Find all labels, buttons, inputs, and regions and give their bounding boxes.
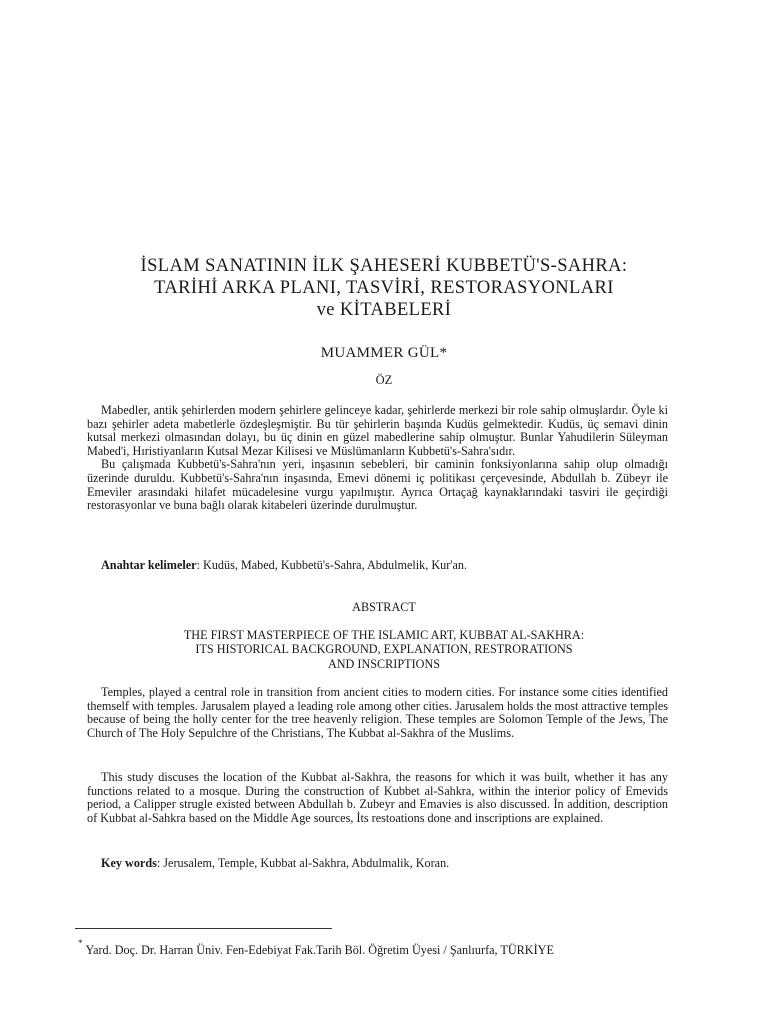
abstract-paragraph-2: This study discuses the location of the Kubbat al-Sakhra, the reasons for which it was built, whether it has any functions related to a mosque. During the construction of Kubbet al-Sahkra, within the interior policy of Emevids period, a Calipper strugle existed between Abdullah b. Zubeyr and Emavies is also discussed. İn addition, description of Kubbat al-Sahkra based on the Middle Age sources, İts restoations done and inscriptions are explained. <box>87 770 668 825</box>
footnote <box>78 938 554 958</box>
footnote-marker: * <box>78 938 83 948</box>
english-abstract-1 <box>87 686 668 740</box>
title-line-2: TARİHİ ARKA PLANI, TASVİRİ, RESTORASYONLARI <box>154 278 614 298</box>
abstract-paragraph-1: Temples, played a central role in transition from ancient cities to modern cities. For instance some cities identified themself with temples. Jarusalem played a leading role among other cities. Jarusalem holds the most attractive temples because of being the holly center for the tree heavenly religion. These temples are Solomon Temple of the Jews, The Church of The Holy Sepulchre of the Christians, The Kubbat al-Sakhra of the Muslims. <box>87 685 668 740</box>
english-keywords-list: : Jerusalem, Temple, Kubbat al-Sakhra, Abdulmalik, Koran. <box>156 856 450 870</box>
footnote-divider <box>75 928 332 929</box>
english-title-line-3: AND INSCRIPTIONS <box>327 656 441 671</box>
footnote-text: Yard. Doç. Dr. Harran Üniv. Fen-Edebiyat Fak.Tarih Böl. Öğretim Üyesi / Şanlıurfa, TÜRKİYE <box>85 943 554 958</box>
turkish-keywords-label: Anahtar kelimeler <box>101 558 197 572</box>
english-title-line-2: ITS HISTORICAL BACKGROUND, EXPLANATION, RESTRORATIONS <box>195 642 573 657</box>
title-line-3: ve KİTABELERİ <box>316 300 452 320</box>
abstract-heading: ABSTRACT <box>352 600 416 614</box>
paper-title <box>60 255 708 321</box>
english-title <box>0 628 768 671</box>
oz-heading: ÖZ <box>375 373 393 387</box>
turkish-keywords-list: : Kudüs, Mabed, Kubbetü's-Sahra, Abdulmelik, Kur'an. <box>196 558 468 572</box>
turkish-keywords <box>101 558 467 573</box>
oz-paragraph-2: Bu çalışmada Kubbetü's-Sahra'nın yeri, inşasının sebebleri, bir caminin fonksiyonlarına sahip olup olmadığı üzerinde duruldu. Kubbetü's-Sahra'nın inşasında, Emevi dönemi iç politikası çerçevesinde, Abdullah b. Zübeyr ile Emeviler arasındaki hilafet mücadelesine vurgu yapılmıştır. Ayrıca Ortaçağ kaynaklarındaki tasviri ile geçirdiği restorasyonlar ve buna bağlı olarak kitabeleri üzerinde durulmuştur. <box>87 457 668 513</box>
english-keywords <box>101 856 449 871</box>
english-keywords-label: Key words <box>101 856 157 870</box>
turkish-abstract <box>87 404 668 513</box>
title-line-1: İSLAM SANATININ İLK ŞAHESERİ KUBBETÜ'S-SAHRA: <box>140 256 628 276</box>
author-name: MUAMMER GÜL* <box>320 345 448 361</box>
english-title-line-1: THE FIRST MASTERPIECE OF THE ISLAMIC ART, KUBBAT AL-SAKHRA: <box>183 628 585 642</box>
english-abstract-2 <box>87 771 668 825</box>
oz-paragraph-1: Mabedler, antik şehirlerden modern şehirlere gelinceye kadar, şehirlerde merkezi bir role sahip olmuşlardır. Öyle ki bazı şehirler adeta mabetlerle özdeşleşmiştir. Bu tür şehirlerin başında Kudüs gelmektedir. Kudüs, üç semavi dinin kutsal merkezi olmasından dolayı, bu üç dinin en güzel mabedlerine sahip olmuştur. Bunlar Yahudilerin Süleyman Mabed'i, Hıristiyanların Kutsal Mezar Kilisesi ve Müslümanların Kubbetü's-Sahra'sıdır. <box>87 403 668 458</box>
